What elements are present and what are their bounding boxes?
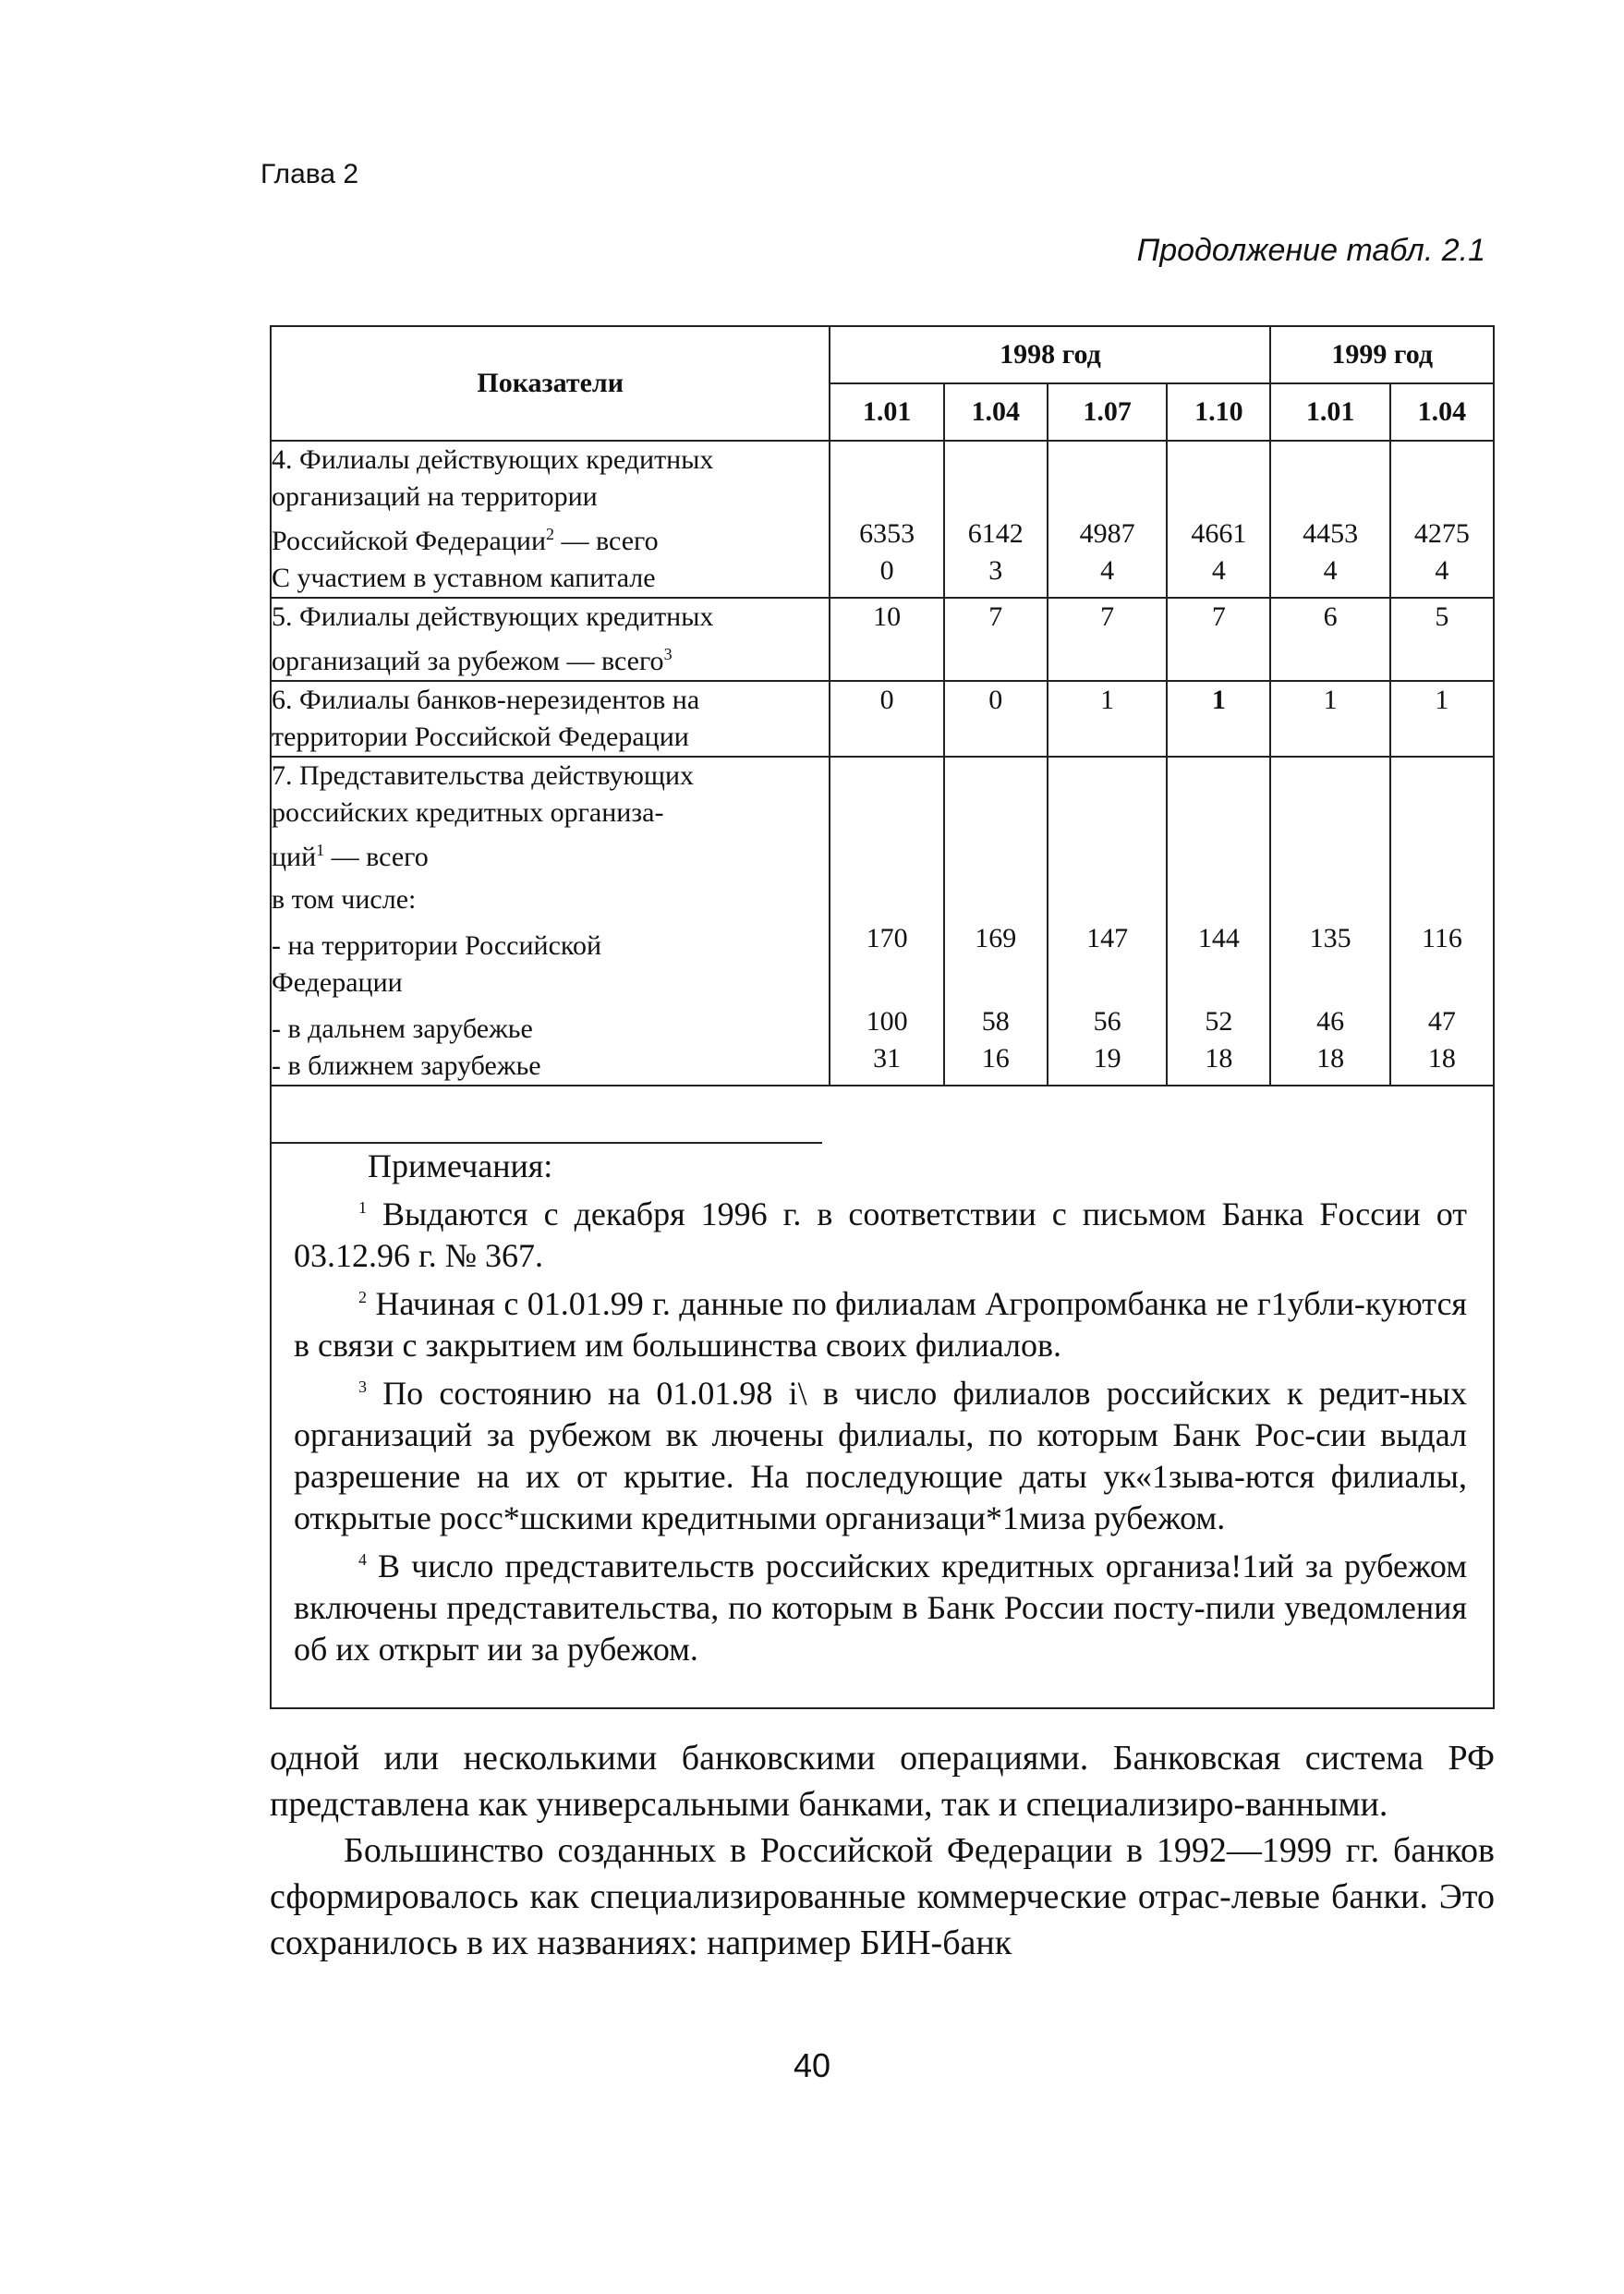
header-date: 1.01: [830, 383, 943, 441]
paragraph: одной или несколькими банковскими операциями. Банковская система РФ представлена как универсальными банками, так и специализиро-ванными.: [270, 1739, 1495, 1824]
table-caption: Продолжение табл. 2.1: [1136, 233, 1485, 268]
table-cell: 1: [1270, 681, 1389, 757]
row-label: 5. Филиалы действующих кредитных организаций за рубежом — всего$^3$: [271, 598, 830, 681]
table-cell: 135 46 18: [1270, 757, 1389, 1086]
note-3: $^3$ По состоянию на 01.01.98 i\ в число филиалов российских к редит-ных организаций за рубежом вк лючены филиалы, по которым Банк Рос-сии выдал разрешение на их от крытие. На последующие даты ук«1зыва-ются филиалы, открытые росс*шскими кредитными организаци*1миза рубежом.: [294, 1375, 1467, 1536]
table-cell: 4987 4: [1048, 441, 1167, 598]
table-cell: 7: [944, 598, 1048, 681]
table-row: [271, 441, 1494, 598]
header-year-1998: 1998 год: [830, 326, 1270, 383]
table-cell: 10: [830, 598, 943, 681]
table-cell: 4275 4: [1390, 441, 1494, 598]
header-date: 1.10: [1167, 383, 1270, 441]
note-4: $^4$ В число представительств российских кредитных организа!1ий за рубежом включены представительства, по которым в Банк России посту-пили уведомления об их открыт ии за рубежом.: [294, 1548, 1467, 1668]
header-date: 1.04: [1390, 383, 1494, 441]
notes-divider: [270, 1142, 822, 1144]
table-cell: 4453 4: [1270, 441, 1389, 598]
row-label: 6. Филиалы банков-нерезидентов на территории Российской Федерации: [271, 681, 830, 757]
table-cell: 144 52 18: [1167, 757, 1270, 1086]
notes-title: Примечания:: [368, 1147, 553, 1184]
note-2: $^2$ Начиная с 01.01.99 г. данные по филиалам Агропромбанка не г1убли-куются в связи с закрытием им большинства своих филиалов.: [294, 1285, 1467, 1364]
header-date: 1.04: [944, 383, 1048, 441]
row-label: 7. Представительства действующих российских кредитных организа- ций$^1$ — всего в том числе: - на территории Российской Федерации - в дальнем зарубежье - в ближнем зарубежье: [271, 757, 830, 1086]
header-indicators: Показатели: [271, 326, 830, 441]
table-cell: 5: [1390, 598, 1494, 681]
page-number: 40: [793, 2046, 831, 2084]
table-cell: 1: [1048, 681, 1167, 757]
table-cell: 1: [1167, 681, 1270, 757]
body-text: [270, 1735, 1495, 1966]
table-cell: 7: [1167, 598, 1270, 681]
table-cell: 1: [1390, 681, 1494, 757]
table-cell: 169 58 16: [944, 757, 1048, 1086]
header-year-1999: 1999 год: [1270, 326, 1494, 383]
table-cell: 147 56 19: [1048, 757, 1167, 1086]
table-cell: 4661 4: [1167, 441, 1270, 598]
header-date: 1.07: [1048, 383, 1167, 441]
table-cell: 6142 3: [944, 441, 1048, 598]
note-1: $^1$ Выдаются с декабря 1996 г. в соответствии с письмом Банка Fоссии от 03.12.96 г. № 367.: [294, 1196, 1467, 1274]
table-notes: [294, 1146, 1467, 1670]
header-date: 1.01: [1270, 383, 1389, 441]
table-row: [271, 757, 1494, 1086]
table-cell: 6353 0: [830, 441, 943, 598]
chapter-header: Глава 2: [261, 159, 359, 189]
table-row: [271, 681, 1494, 757]
table-cell: 0: [944, 681, 1048, 757]
table-cell: 7: [1048, 598, 1167, 681]
table-row: [271, 598, 1494, 681]
table-cell: 6: [1270, 598, 1389, 681]
table-cell: 0: [830, 681, 943, 757]
row-label: 4. Филиалы действующих кредитных организаций на территории Российской Федерации$^2$ — всего С участием в уставном капитале: [271, 441, 830, 598]
data-table: [270, 325, 1495, 1086]
table-cell: 170 100 31: [830, 757, 943, 1086]
paragraph: Большинство созданных в Российской Федерации в 1992—1999 гг. банков сформировалось как специализированные коммерческие отрас-левые банки. Это сохранилось в их названиях: например БИН-банк: [270, 1831, 1495, 1962]
table-cell: 116 47 18: [1390, 757, 1494, 1086]
